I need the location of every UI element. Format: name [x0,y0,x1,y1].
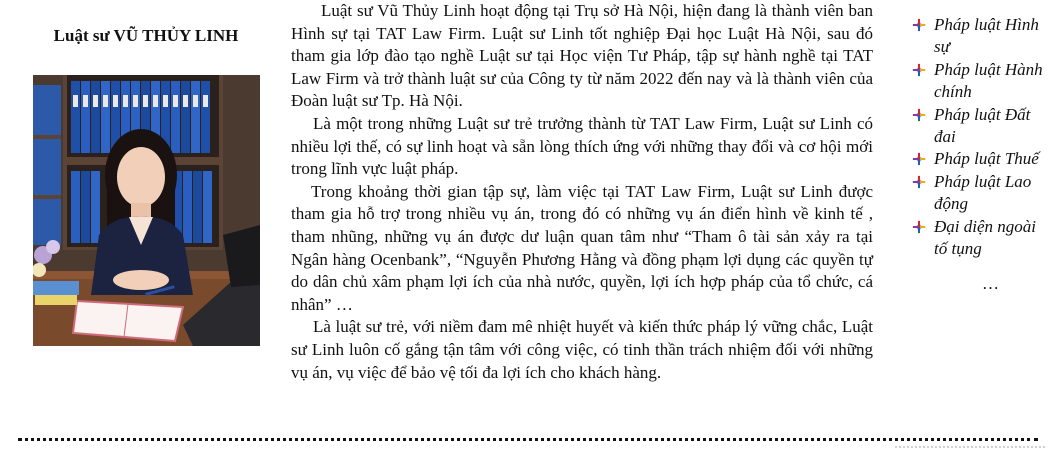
practice-area-label: Pháp luật Đất đai [934,104,1031,147]
practice-area-item [910,216,1045,261]
lawyer-photo [33,75,260,346]
four-point-star-bullet-icon [912,108,926,122]
four-point-star-bullet-icon [912,175,926,189]
dotted-divider [18,438,1038,441]
faint-dotted-line [895,446,1045,451]
practice-area-label: Đại diện ngoài tố tụng [934,216,1036,259]
lawyer-name: Luật sư VŨ THỦY LINH [53,26,239,45]
four-point-star-bullet-icon [912,63,926,77]
practice-area-item [910,14,1045,59]
practice-area-item [910,104,1045,149]
practice-areas-ellipsis: … [982,274,999,293]
practice-area-item [910,148,1045,170]
practice-area-label: Pháp luật Lao động [934,171,1032,214]
bio-paragraph-2: Là một trong những Luật sư trẻ trưởng thành từ TAT Law Firm, Luật sư Linh có nhiều lợi thế, có sự linh hoạt và sẵn lòng thích ứng với những thay đổi và cơ hội mới trong lĩnh vực luật pháp. [291,113,873,179]
practice-area-label: Pháp luật Thuế [934,149,1039,169]
four-point-star-bullet-icon [912,220,926,234]
bio-paragraph-1: Luật sư Vũ Thủy Linh hoạt động tại Trụ sở Hà Nội, hiện đang là thành viên ban Hình sự tại TAT Law Firm. Luật sư Linh tốt nghiệp Đại học Luật Hà Nội, sau đó tham gia lớp đào tạo nghề Luật sư tại Học viện Tư Pháp, tập sự hành nghề tại TAT Law Firm và trở thành luật sư của Công ty từ năm 2022 đến nay và là thành viên của Đoàn luật sư Tp. Hà Nội. [291,1,873,111]
practice-area-item [910,59,1045,104]
practice-area-label: Pháp luật Hành chính [934,59,1043,102]
practice-area-label: Pháp luật Hình sự [934,15,1039,57]
bio-paragraph-3: Trong khoảng thời gian tập sự, làm việc tại TAT Law Firm, Luật sư Linh được tham gia hỗ trợ trong nhiều vụ án, trong đó có những vụ án điển hình về kinh tế , tham nhũng, những vụ án được dư luận quan tâm như “Tham ô tài sản xảy ra tại Ngân hàng Ocenbank”, “Nguyễn Phương Hằng và đồng phạm lợi dụng các quyền tự do dân chủ xâm phạm lợi ích của nhà nước, quyền, lợi ích hợp pháp của tổ chức, cá nhân” … [291,181,873,314]
four-point-star-bullet-icon [912,152,926,166]
lawyer-biography [291,0,873,384]
four-point-star-bullet-icon [912,18,926,32]
practice-areas-list [910,14,1045,260]
bio-paragraph-4: Là luật sư trẻ, với niềm đam mê nhiệt huyết và kiến thức pháp lý vững chắc, Luật sư Linh luôn cố gắng tận tâm với công việc, có tinh thần trách nhiệm đối với những vụ án, vụ việc để bảo vệ tối đa lợi ích cho khách hàng. [291,317,873,382]
practice-area-item [910,171,1045,216]
